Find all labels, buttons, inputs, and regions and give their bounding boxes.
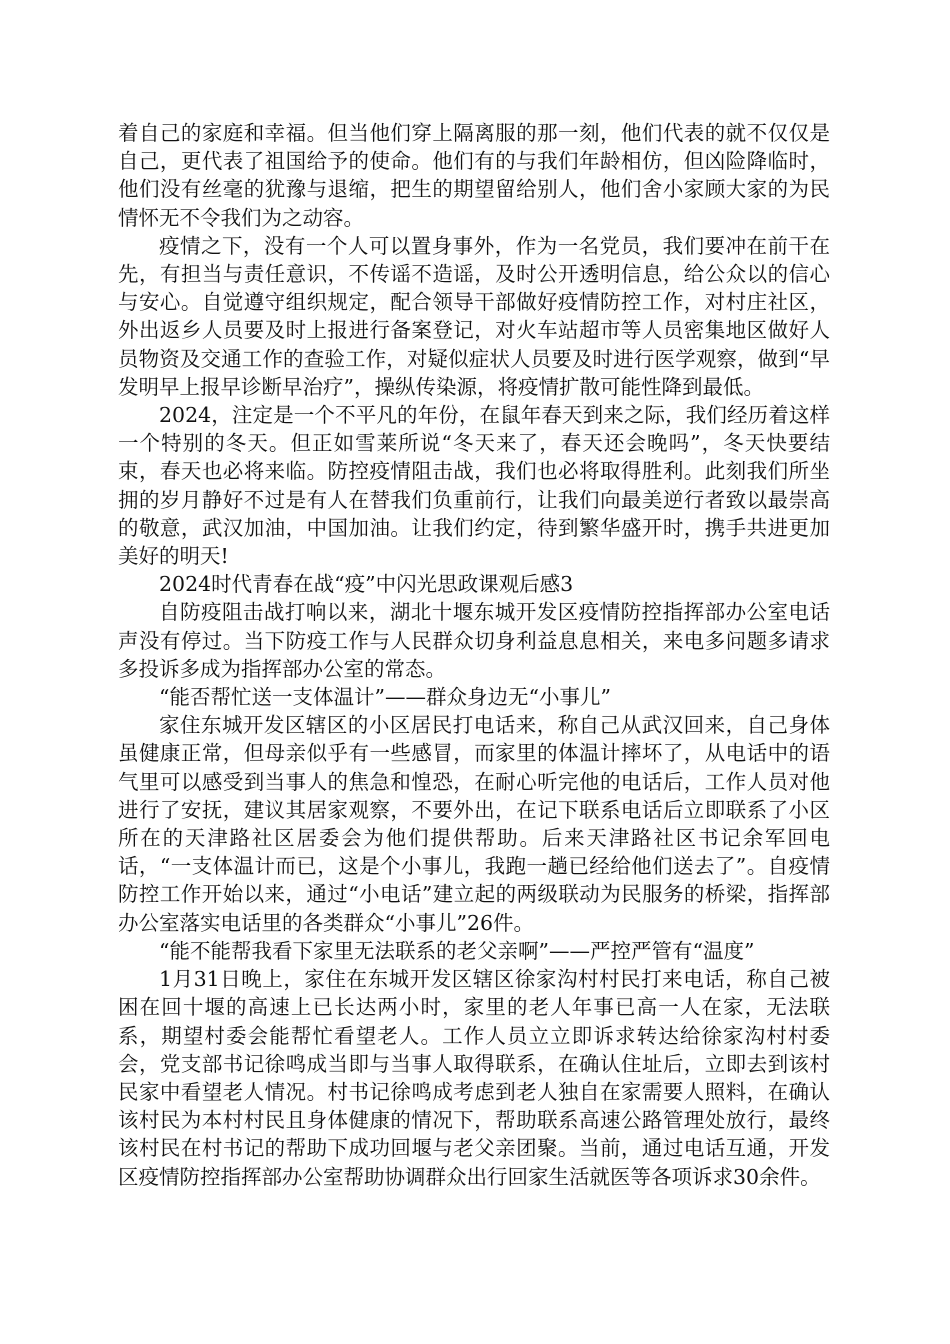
subheading-thermometer: “能否帮忙送一支体温计”——群众身边无“小事儿”	[159, 685, 611, 710]
paragraph-party-member-duty: 疫情之下，没有一个人可以置身事外，作为一名党员，我们要冲在前干在先，有担当与责任意识，不传谣不造谣，及时公开透明信息，给公众以的信心与安心。自觉遵守组织规定，配合领导干部做好疫情防控工作，对村庄社区，外出返乡人员要及时上报进行备案登记，对火车站超市等人员密集地区做好人员物资及交通工作的查验工作，对疑似症状人员要及时进行医学观察，做到“早发明早上报早诊断早治疗”，操纵传染源，将疫情扩散可能性降到最低。	[118, 233, 830, 399]
paragraph-hotline-intro: 自防疫阻击战打响以来，湖北十堰东城开发区疫情防控指挥部办公室电话声没有停过。当下防疫工作与人民群众切身利益息息相关，来电多问题多请求多投诉多成为指挥部办公室的常态。	[118, 600, 830, 681]
paragraph-continuation: 着自己的家庭和幸福。但当他们穿上隔离服的那一刻，他们代表的就不仅仅是自己，更代表了祖国给予的使命。他们有的与我们年龄相仿，但凶险降临时，他们没有丝毫的犹豫与退缩，把生的期望留给别人，他们舍小家顾大家的为民情怀无不令我们为之动容。	[118, 121, 830, 230]
section-title: 2024时代青春在战“疫”中闪光思政课观后感3	[159, 572, 574, 597]
paragraph-thermometer-story: 家住东城开发区辖区的小区居民打电话来，称自己从武汉回来，自己身体虽健康正常，但母亲似乎有一些感冒，而家里的体温计摔坏了，从电话中的语气里可以感受到当事人的焦急和惶恐，在耐心听完他的电话后，工作人员对他进行了安抚，建议其居家观察，不要外出，在记下联系电话后立即联系了小区所在的天津路社区居委会为他们提供帮助。后来天津路社区书记余军回电话，“一支体温计而已，这是个小事儿，我跑一趟已经给他们送去了”。自疫情防控工作开始以来，通过“小电话”建立起的两级联动为民服务的桥梁，指挥部办公室落实电话里的各类群众“小事儿”26件。	[118, 713, 830, 935]
document-body	[118, 119, 830, 1191]
paragraph-elderly-father-story: 1月31日晚上，家住在东城开发区辖区徐家沟村村民打来电话，称自己被困在回十堰的高速上已长达两小时，家里的老人年事已高一人在家，无法联系，期望村委会能帮忙看望老人。工作人员立立即诉求转达给徐家沟村村委会，党支部书记徐鸣成当即与当事人取得联系，在确认住址后，立即去到该村民家中看望老人情况。村书记徐鸣成考虑到老人独自在家需要人照料，在确认该村民为本村村民且身体健康的情况下，帮助联系高速公路管理处放行，最终该村民在村书记的帮助下成功回堰与老父亲团聚。当前，通过电话互通，开发区疫情防控指挥部办公室帮助协调群众出行回家生活就医等各项诉求30余件。	[118, 967, 830, 1189]
subheading-elderly-father: “能不能帮我看下家里无法联系的老父亲啊”——严控严管有“温度”	[159, 938, 755, 963]
paragraph-2024-winter: 2024，注定是一个不平凡的年份，在鼠年春天到来之际，我们经历着这样一个特别的冬天。但正如雪莱所说“冬天来了，春天还会晚吗”，冬天快要结束，春天也必将来临。防控疫情阻击战，我们也必将取得胜利。此刻我们所坐拥的岁月静好不过是有人在替我们负重前行，让我们向最美逆行者致以最崇高的敬意，武汉加油，中国加油。让我们约定，待到繁华盛开时，携手共进更加美好的明天!	[118, 403, 830, 569]
